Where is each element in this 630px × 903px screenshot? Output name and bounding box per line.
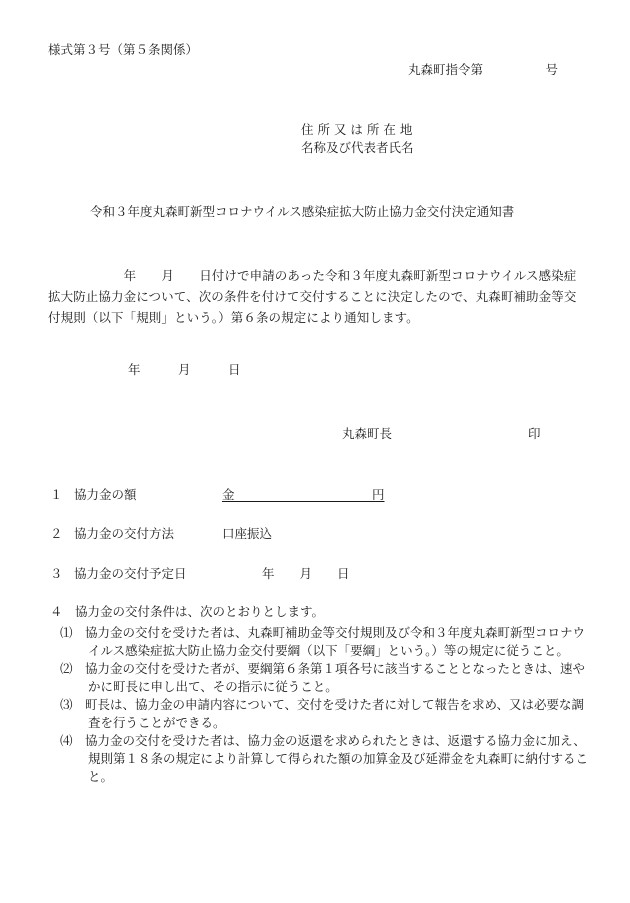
- condition-marker: ⑶: [60, 697, 73, 712]
- notice-date: 年 月 日: [128, 362, 241, 377]
- condition-text: 町長は、協力金の申請内容について、交付を受けた者に対して報告を求め、又は必要な調査を行うことができる。: [85, 697, 585, 730]
- item-number: ２: [50, 526, 63, 541]
- amount-value: 金 円: [222, 487, 385, 502]
- condition-item: [60, 696, 590, 732]
- condition-item: [60, 732, 590, 786]
- mayor-signature: 丸森町長: [342, 426, 393, 441]
- representative-name-label: 名称及び代表者氏名: [301, 140, 414, 155]
- condition-marker: ⑷: [60, 733, 73, 748]
- condition-marker: ⑵: [60, 661, 73, 676]
- item-number: ３: [50, 566, 63, 581]
- item-number: １: [50, 487, 63, 502]
- directive-number: 丸森町指令第 号: [408, 62, 559, 77]
- seal-mark: 印: [528, 426, 541, 441]
- item-label: 協力金の交付予定日: [74, 566, 187, 581]
- conditions-list: [60, 624, 590, 786]
- condition-text: 協力金の交付を受けた者は、協力金の返還を求められたときは、返還する協力金に加え、規則第１８条の規定により計算して得られた額の加算金及び延滞金を丸森町に納付すること。: [85, 733, 589, 784]
- condition-marker: ⑴: [60, 625, 73, 640]
- payment-method-value: 口座振込: [222, 526, 273, 541]
- item-label: 協力金の額: [74, 487, 137, 502]
- item-label: 協力金の交付方法: [74, 526, 175, 541]
- notice-body: 年 月 日付けで申請のあった令和３年度丸森町新型コロナウイルス感染症拡大防止協力金について、次の条件を付けて交付することに決定したので、丸森町補助金等交付規則（以下「規則」という。）第６条の規定により通知します。: [48, 268, 577, 325]
- condition-text: 協力金の交付を受けた者が、要綱第６条第１項各号に該当することとなったときは、速やかに町長に申し出て、その指示に従うこと。: [85, 661, 586, 694]
- address-label: 住 所 又 は 所 在 地: [301, 122, 413, 137]
- document-title: 令和３年度丸森町新型コロナウイルス感染症拡大防止協力金交付決定通知書: [90, 204, 515, 219]
- payment-date-value: 年 月 日: [262, 566, 350, 581]
- condition-item: [60, 624, 590, 660]
- condition-item: [60, 660, 590, 696]
- form-number: 様式第３号（第５条関係）: [48, 42, 199, 57]
- condition-text: 協力金の交付を受けた者は、丸森町補助金等交付規則及び令和３年度丸森町新型コロナウイルス感染症拡大防止協力金交付要綱（以下「要綱」という。）等の規定に従うこと。: [85, 625, 586, 658]
- conditions-heading: ４ 協力金の交付条件は、次のとおりとします。: [50, 604, 325, 619]
